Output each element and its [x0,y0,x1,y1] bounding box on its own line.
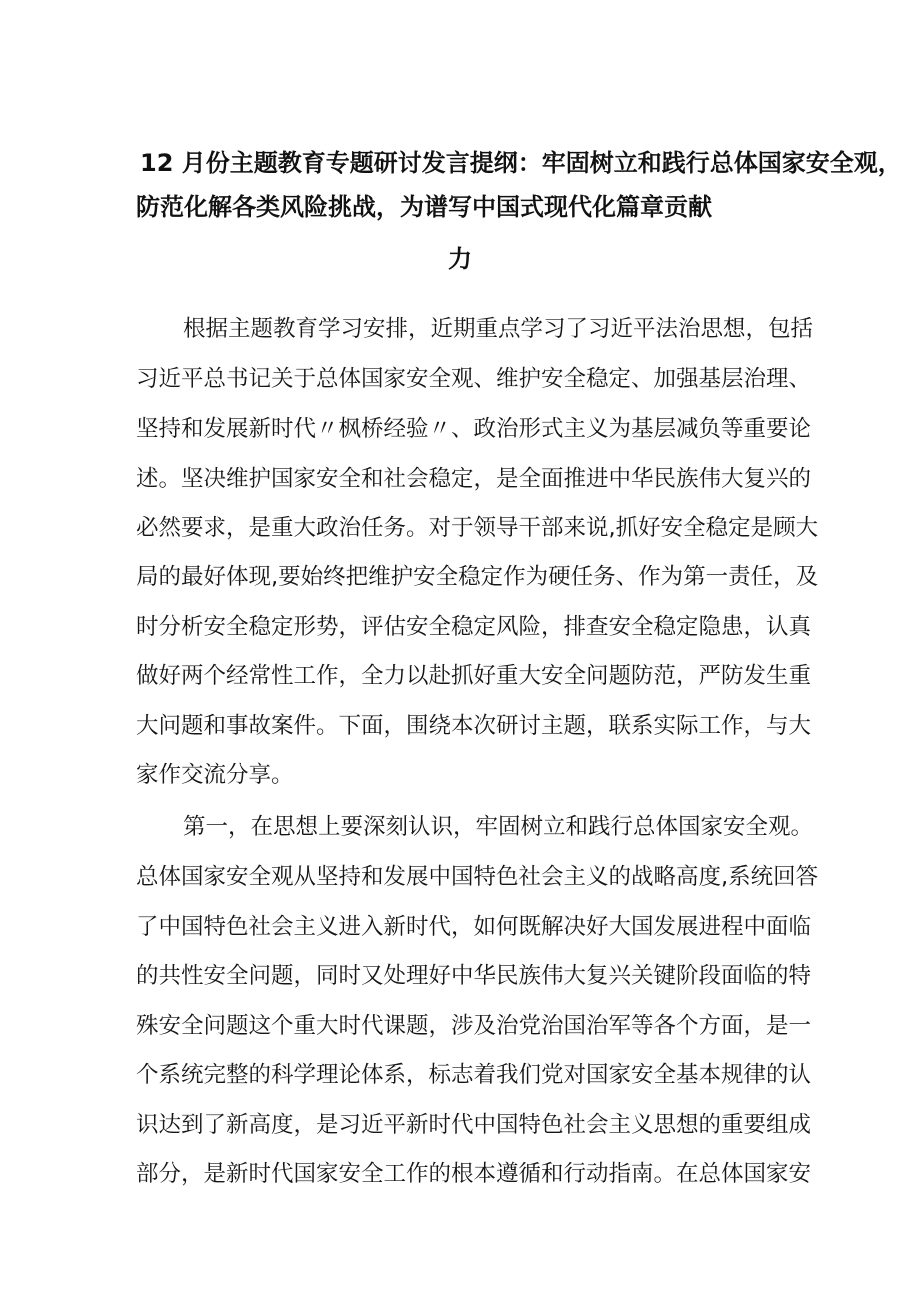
paragraph-1-line-2: 习近平总书记关于总体国家安全观、维护安全稳定、加强基层治理、 [136,366,812,392]
paragraph-1-line-10: 家作交流分享。 [136,762,294,788]
paragraph-2-line-1: 第一，在思想上要深刻认识，牢固树立和践行总体国家安全观。 [183,814,814,840]
paragraph-1-line-9: 大问题和事故案件。下面，围绕本次研讨主题，联系实际工作，与大 [136,713,812,739]
paragraph-1-line-3: 坚持和发展新时代〃枫桥经验〃、政治形式主义为基层减负等重要论 [136,416,812,442]
paragraph-1-line-6: 局的最好体现,要始终把维护安全稳定作为硬任务、作为第一责任，及 [136,564,819,590]
paragraph-2-line-4: 的共性安全问题，同时又处理好中华民族伟大复兴关键阶段面临的特 [136,963,812,989]
paragraph-2-line-6: 个系统完整的科学理论体系，标志着我们党对国家安全基本规律的认 [136,1062,812,1088]
paragraph-2-line-2: 总体国家安全观从坚持和发展中国特色社会主义的战略高度,系统回答 [136,864,819,890]
paragraph-2-line-5: 殊安全问题这个重大时代课题，涉及治党治国治军等各个方面，是一 [136,1013,812,1039]
paragraph-1-line-7: 时分析安全稳定形势，评估安全稳定风险，排查安全稳定隐患，认真 [136,614,812,640]
paragraph-2-line-3: 了中国特色社会主义进入新时代，如何既解决好大国发展进程中面临 [136,914,812,940]
document-title-line-1: 12 月份主题教育专题研讨发言提纲：牢固树立和践行总体国家安全观， [140,149,902,177]
paragraph-1-line-5: 必然要求，是重大政治任务。对于领导干部来说,抓好安全稳定是顾大 [136,515,819,541]
paragraph-1-line-8: 做好两个经常性工作，全力以赴抓好重大安全问题防范，严防发生重 [136,663,812,689]
document-title-line-3: 力 [448,245,472,273]
paragraph-1-line-1: 根据主题教育学习安排，近期重点学习了习近平法治思想，包括 [183,316,814,342]
document-title-line-2: 防范化解各类风险挑战，为谱写中国式现代化篇章贡献 [136,193,712,221]
paragraph-1-line-4: 述。坚决维护国家安全和社会稳定，是全面推进中华民族伟大复兴的 [136,466,812,492]
paragraph-2-line-7: 识达到了新高度，是习近平新时代中国特色社会主义思想的重要组成 [136,1112,812,1138]
paragraph-2-line-8: 部分，是新时代国家安全工作的根本遵循和行动指南。在总体国家安 [136,1161,812,1187]
